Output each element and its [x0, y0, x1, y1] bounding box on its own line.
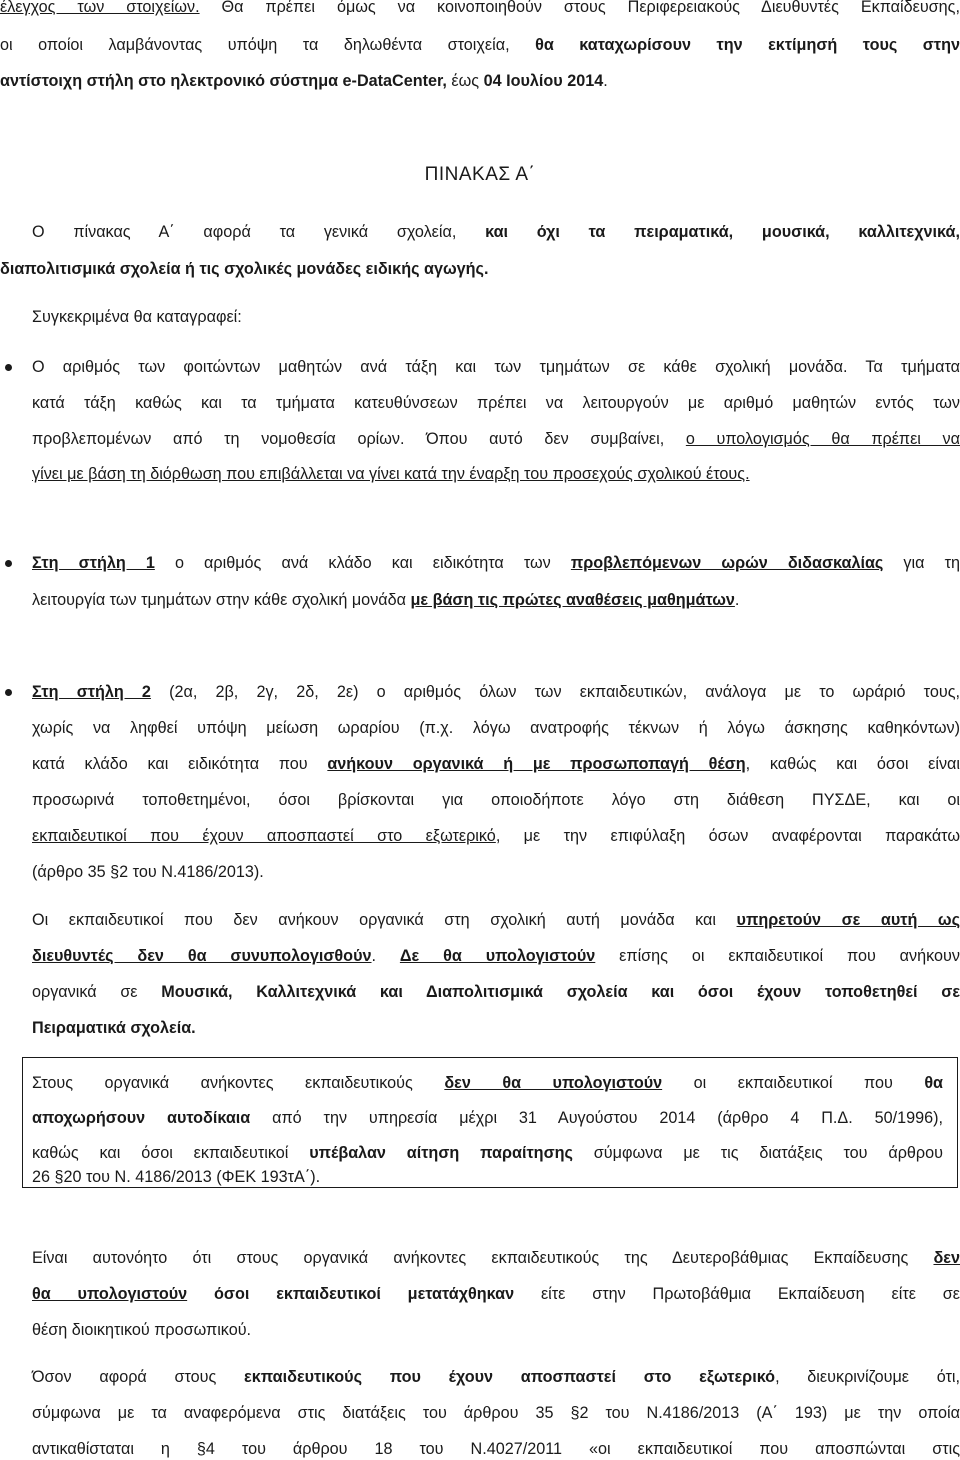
text-line — [32, 356, 960, 378]
text-line — [32, 825, 960, 847]
bold-underlined-text: διευθυντές δεν θα συνυπολογισθούν — [32, 947, 372, 965]
bold-text: όσοι εκπαιδευτικοί μετατάχθηκαν — [214, 1285, 515, 1303]
text-span: οργανικά σε — [32, 983, 162, 1001]
text-span: καθώς και όσοι εκπαιδευτικοί — [32, 1144, 310, 1162]
bold-text: θα καταχωρίσουν την εκτίμησή τους στην — [535, 36, 960, 54]
text-span — [187, 1285, 214, 1303]
bold-text: διαπολιτισμικά σχολεία ή τις σχολικές μονάδες ειδικής αγωγής. — [0, 260, 489, 278]
text-span: Όπου αυτό δεν συμβαίνει, — [404, 430, 686, 448]
text-line — [0, 0, 960, 18]
text-line — [32, 981, 960, 1003]
text-line: προσωρινά τοποθετημένοι, όσοι βρίσκονται για οποιοδήποτε λόγο στη διάθεση ΠΥΣΔΕ, και οι — [32, 791, 960, 809]
text-line — [32, 1072, 943, 1094]
text-span: λειτουργία των τμημάτων στην κάθε σχολική μονάδα — [32, 591, 411, 609]
text-span: Στους οργανικά ανήκοντες εκπαιδευτικούς — [32, 1074, 445, 1092]
text-line: κατά τάξη καθώς και τα τμήματα κατευθύνσεων πρέπει να λειτουργούν με αριθμό μαθητών εντός των — [32, 394, 960, 412]
bold-underlined-text: υπηρετούν σε αυτή ως — [736, 911, 960, 929]
bold-underlined-text: Δε θα υπολογιστούν — [399, 947, 596, 965]
text-line — [32, 945, 960, 967]
text-line — [32, 428, 960, 450]
underlined-text: ο υπολογισμός θα πρέπει να — [685, 430, 960, 448]
text-line — [32, 1283, 960, 1305]
text-span: Ο αριθμός των φοιτώντων μαθητών ανά τάξη και των τμημάτων σε κάθε σχολική μονάδα. — [32, 358, 848, 376]
text-line — [32, 909, 960, 931]
text-span: Οι εκπαιδευτικοί που δεν ανήκουν οργανικά στη σχολική αυτή μονάδα και — [32, 911, 737, 929]
text-span: επίσης οι εκπαιδευτικοί που ανήκουν — [595, 947, 960, 965]
bullet-marker — [5, 560, 12, 567]
text-line: θέση διοικητικού προσωπικού. — [32, 1321, 252, 1339]
text-span: έως — [446, 72, 484, 90]
text-span: . — [603, 72, 608, 90]
text-line — [32, 221, 960, 243]
bullet-marker — [5, 689, 12, 696]
text-line — [32, 1017, 960, 1039]
text-line: χωρίς να ληφθεί υπόψη μείωση ωραρίου (π.χ. λόγω ανατροφής τέκνων ή λόγω άσκησης καθηκόντων) — [32, 719, 960, 737]
text-span: προβλεπομένων από τη νομοθεσία ορίων. — [32, 430, 405, 448]
bold-text: αποχωρήσουν αυτοδίκαια — [32, 1109, 251, 1127]
bold-underlined-text: Στη στήλη 2 — [32, 683, 151, 701]
text-span: οι οποίοι λαμβάνοντας υπόψη τα δηλωθέντα στοιχεία, — [0, 36, 536, 54]
bold-underlined-text: δεν θα υπολογιστούν — [444, 1074, 663, 1092]
underlined-text: εκπαιδευτικοί που έχουν αποσπαστεί στο εξωτερικό — [32, 827, 496, 845]
text-line — [32, 589, 960, 611]
intro-line: Συγκεκριμένα θα καταγραφεί: — [32, 308, 242, 326]
bold-text: 04 Ιουλίου 2014 — [483, 72, 604, 90]
text-line: (άρθρο 35 §2 του Ν.4186/2013). — [32, 863, 264, 881]
underlined-text: έλεγχος των στοιχείων. — [0, 0, 200, 16]
text-span: . — [734, 591, 740, 609]
text-line — [32, 1247, 960, 1269]
bold-text: υπέβαλαν αίτηση παραίτησης — [309, 1144, 573, 1162]
text-line: 26 §20 του Ν. 4186/2013 (ΦΕΚ 193τΑ΄). — [32, 1168, 321, 1186]
text-line — [32, 1107, 943, 1129]
underlined-text: γίνει με βάση τη διόρθωση που επιβάλλεται να γίνει κατά την έναρξη του προσεχούς σχολικού έτους. — [32, 465, 750, 483]
text-span: είτε στην Πρωτοβάθμια Εκπαίδευση είτε σε — [514, 1285, 960, 1303]
text-span: . — [371, 947, 400, 965]
text-span: κατά κλάδο και ειδικότητα που — [32, 755, 328, 773]
text-span: Ο πίνακας Α΄ αφορά τα γενικά σχολεία, — [32, 223, 486, 241]
bold-underlined-text: δεν — [933, 1249, 960, 1267]
bold-text: θα — [924, 1074, 944, 1092]
text-span: Είναι αυτονόητο ότι στους οργανικά ανήκοντες εκπαιδευτικούς της Δευτεροβάθμιας Εκπαίδευσης — [32, 1249, 934, 1267]
bold-text: εκπαιδευτικούς που έχουν αποσπαστεί στο εξωτερικό — [244, 1368, 776, 1386]
text-line — [0, 258, 960, 280]
text-line — [32, 1366, 960, 1388]
section-heading: ΠΙΝΑΚΑΣ Α΄ — [424, 164, 536, 185]
text-span: Τα τμήματα — [847, 358, 960, 376]
bold-underlined-text: θα υπολογιστούν — [32, 1285, 188, 1303]
text-line: αντικαθίσταται η §4 του άρθρου 18 του Ν.4027/2011 «οι εκπαιδευτικοί που αποσπώνται στις — [32, 1440, 960, 1458]
text-line — [32, 463, 960, 485]
bold-text: και όχι τα πειραματικά, μουσικά, καλλιτεχνικά, — [485, 223, 960, 241]
bold-text: αντίστοιχη στήλη στο ηλεκτρονικό σύστημα e-DataCenter, — [0, 72, 447, 90]
text-span: από την υπηρεσία μέχρι 31 Αυγούστου 2014 (άρθρο 4 Π.Δ. 50/1996), — [250, 1109, 943, 1127]
text-span: σύμφωνα με τις διατάξεις του άρθρου — [572, 1144, 943, 1162]
text-line — [32, 1142, 943, 1164]
bold-underlined-text: με βάση τις πρώτες αναθέσεις μαθημάτων — [410, 591, 735, 609]
text-span: , διευκρινίζουμε ότι, — [775, 1368, 960, 1386]
text-line — [32, 681, 960, 703]
text-line — [32, 753, 960, 775]
text-span: για τη — [883, 554, 960, 572]
text-line — [32, 552, 960, 574]
bold-underlined-text: προβλεπόμενων ωρών διδασκαλίας — [570, 554, 884, 572]
text-span: Θα πρέπει όμως να κοινοποιηθούν στους Περιφερειακούς Διευθυντές Εκπαίδευσης, — [199, 0, 960, 16]
text-span: , καθώς και όσοι είναι — [745, 755, 960, 773]
text-span: ο αριθμός ανά κλάδο και ειδικότητα των — [154, 554, 571, 572]
text-span: Όσον αφορά στους — [32, 1368, 245, 1386]
text-span: οι εκπαιδευτικοί που — [662, 1074, 925, 1092]
text-span: , με την επιφύλαξη όσων αναφέρονται παρακάτω — [495, 827, 960, 845]
bold-underlined-text: Στη στήλη 1 — [32, 554, 155, 572]
text-line — [0, 70, 960, 92]
bold-text: Μουσικά, Καλλιτεχνικά και Διαπολιτισμικά σχολεία και όσοι έχουν τοποθετηθεί σε — [161, 983, 960, 1001]
text-span: (2α, 2β, 2γ, 2δ, 2ε) ο αριθμός όλων των εκπαιδευτικών, ανάλογα με το ωράριό τους, — [150, 683, 960, 701]
bold-text: Πειραματικά σχολεία. — [32, 1019, 196, 1037]
text-line — [0, 34, 960, 56]
bold-underlined-text: ανήκουν οργανικά ή με προσωποπαγή θέση — [327, 755, 746, 773]
bullet-marker — [5, 364, 12, 371]
text-line: σύμφωνα με τα αναφερόμενα στις διατάξεις του άρθρου 35 §2 του Ν.4186/2013 (Α΄ 193) με την οποία — [32, 1404, 960, 1422]
